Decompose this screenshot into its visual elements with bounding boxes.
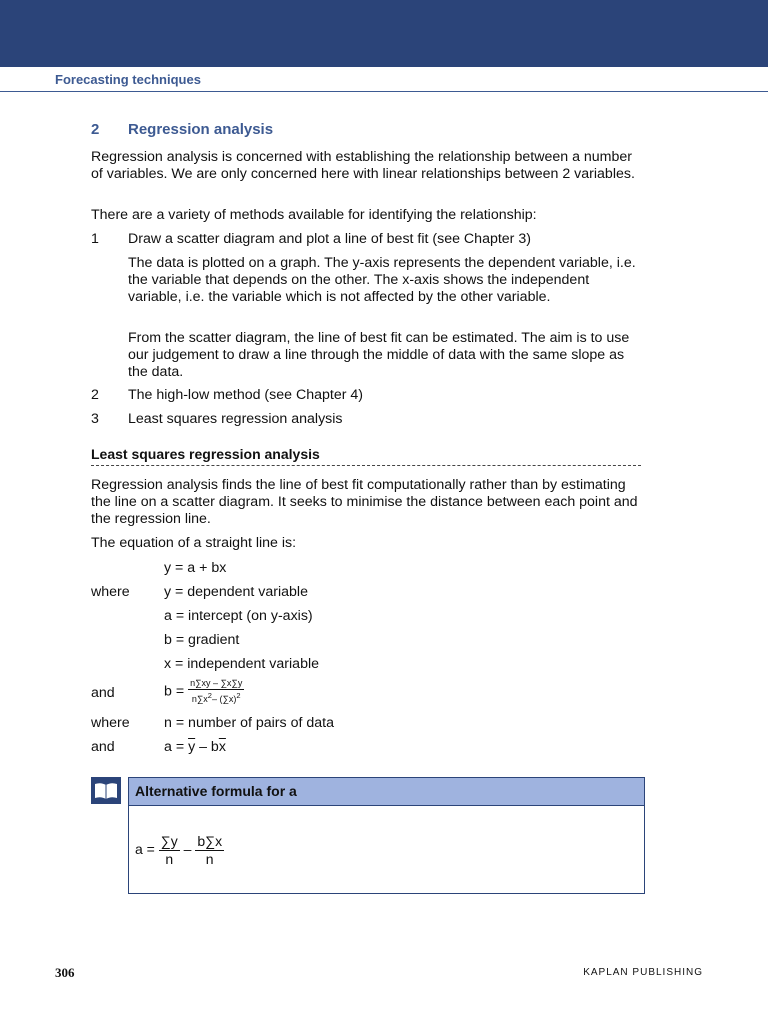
b-formula	[164, 678, 244, 705]
where-label-2: where	[91, 715, 130, 731]
dashed-divider	[91, 465, 641, 466]
method-text: Draw a scatter diagram and plot a line of best fit (see Chapter 3)	[128, 231, 531, 247]
where-label: where	[91, 584, 130, 600]
b-lhs: b =	[164, 683, 185, 700]
method-item-1	[91, 231, 531, 248]
book-icon	[91, 777, 121, 804]
header-rule	[0, 91, 768, 92]
section-number: 2	[91, 121, 100, 138]
b-fraction	[188, 678, 244, 705]
method-number: 2	[91, 387, 99, 403]
publisher-name: KAPLAN PUBLISHING	[583, 967, 703, 978]
equation-intro: The equation of a straight line is:	[91, 535, 297, 551]
top-banner	[0, 0, 768, 67]
def-n: n = number of pairs of data	[164, 715, 334, 731]
def-x: x = independent variable	[164, 656, 319, 672]
and-label-2: and	[91, 739, 115, 755]
alternative-formula-box	[128, 777, 645, 894]
and-label: and	[91, 685, 115, 701]
methods-intro: There are a variety of methods available for identifying the relationship:	[91, 207, 537, 223]
method-text: The high-low method (see Chapter 4)	[128, 387, 364, 403]
method-text: Least squares regression analysis	[128, 411, 343, 427]
method-item-3	[91, 411, 343, 428]
box-title: Alternative formula for a	[129, 778, 644, 806]
y-bar: $\overline{y}$	[188, 739, 196, 755]
least-squares-paragraph: Regression analysis finds the line of best fit computationally rather than by estimating the line on a scatter diagram. It seeks to minimise the distance between each point and the regression line.	[91, 477, 638, 527]
page-number: 306	[55, 965, 75, 980]
b-denominator: $n\sum x^2-$ $(\sum x)^2$	[191, 691, 241, 704]
b-numerator: n∑xy – ∑x∑y	[190, 678, 243, 688]
subsection-heading: Least squares regression analysis	[91, 446, 320, 462]
section-title: Regression analysis	[128, 121, 274, 138]
running-head: Forecasting techniques	[55, 72, 201, 87]
intro-paragraph: Regression analysis is concerned with establishing the relationship between a number of variables. We are only concerned here with linear relationships between 2 variables.	[91, 149, 635, 182]
line-equation: y = a + bx	[164, 560, 227, 576]
method-item-2	[91, 387, 363, 404]
alternative-a-formula: a = $\frac{\sum y}{n}$ – $\frac{b\sum x}{n}$	[135, 833, 223, 867]
section-heading	[91, 121, 273, 138]
def-a: a = intercept (on y-axis)	[164, 608, 313, 624]
best-fit-description: From the scatter diagram, the line of best fit can be estimated. The aim is to use our judgement to draw a line through the middle of data with the same slope as the data.	[128, 330, 630, 380]
scatter-description: The data is plotted on a graph. The y-axis represents the dependent variable, i.e. the variable that depends on the other. The x-axis shows the independent variable, i.e. the variable which is not affected by the other variable.	[128, 255, 636, 305]
method-number: 3	[91, 411, 99, 427]
a-formula: $a = \overline{y} - b\overline{x}$	[164, 739, 226, 755]
x-bar: $\overline{x}$	[218, 739, 226, 755]
def-b: b = gradient	[164, 632, 240, 648]
def-y: y = dependent variable	[164, 584, 308, 600]
method-number: 1	[91, 231, 99, 247]
